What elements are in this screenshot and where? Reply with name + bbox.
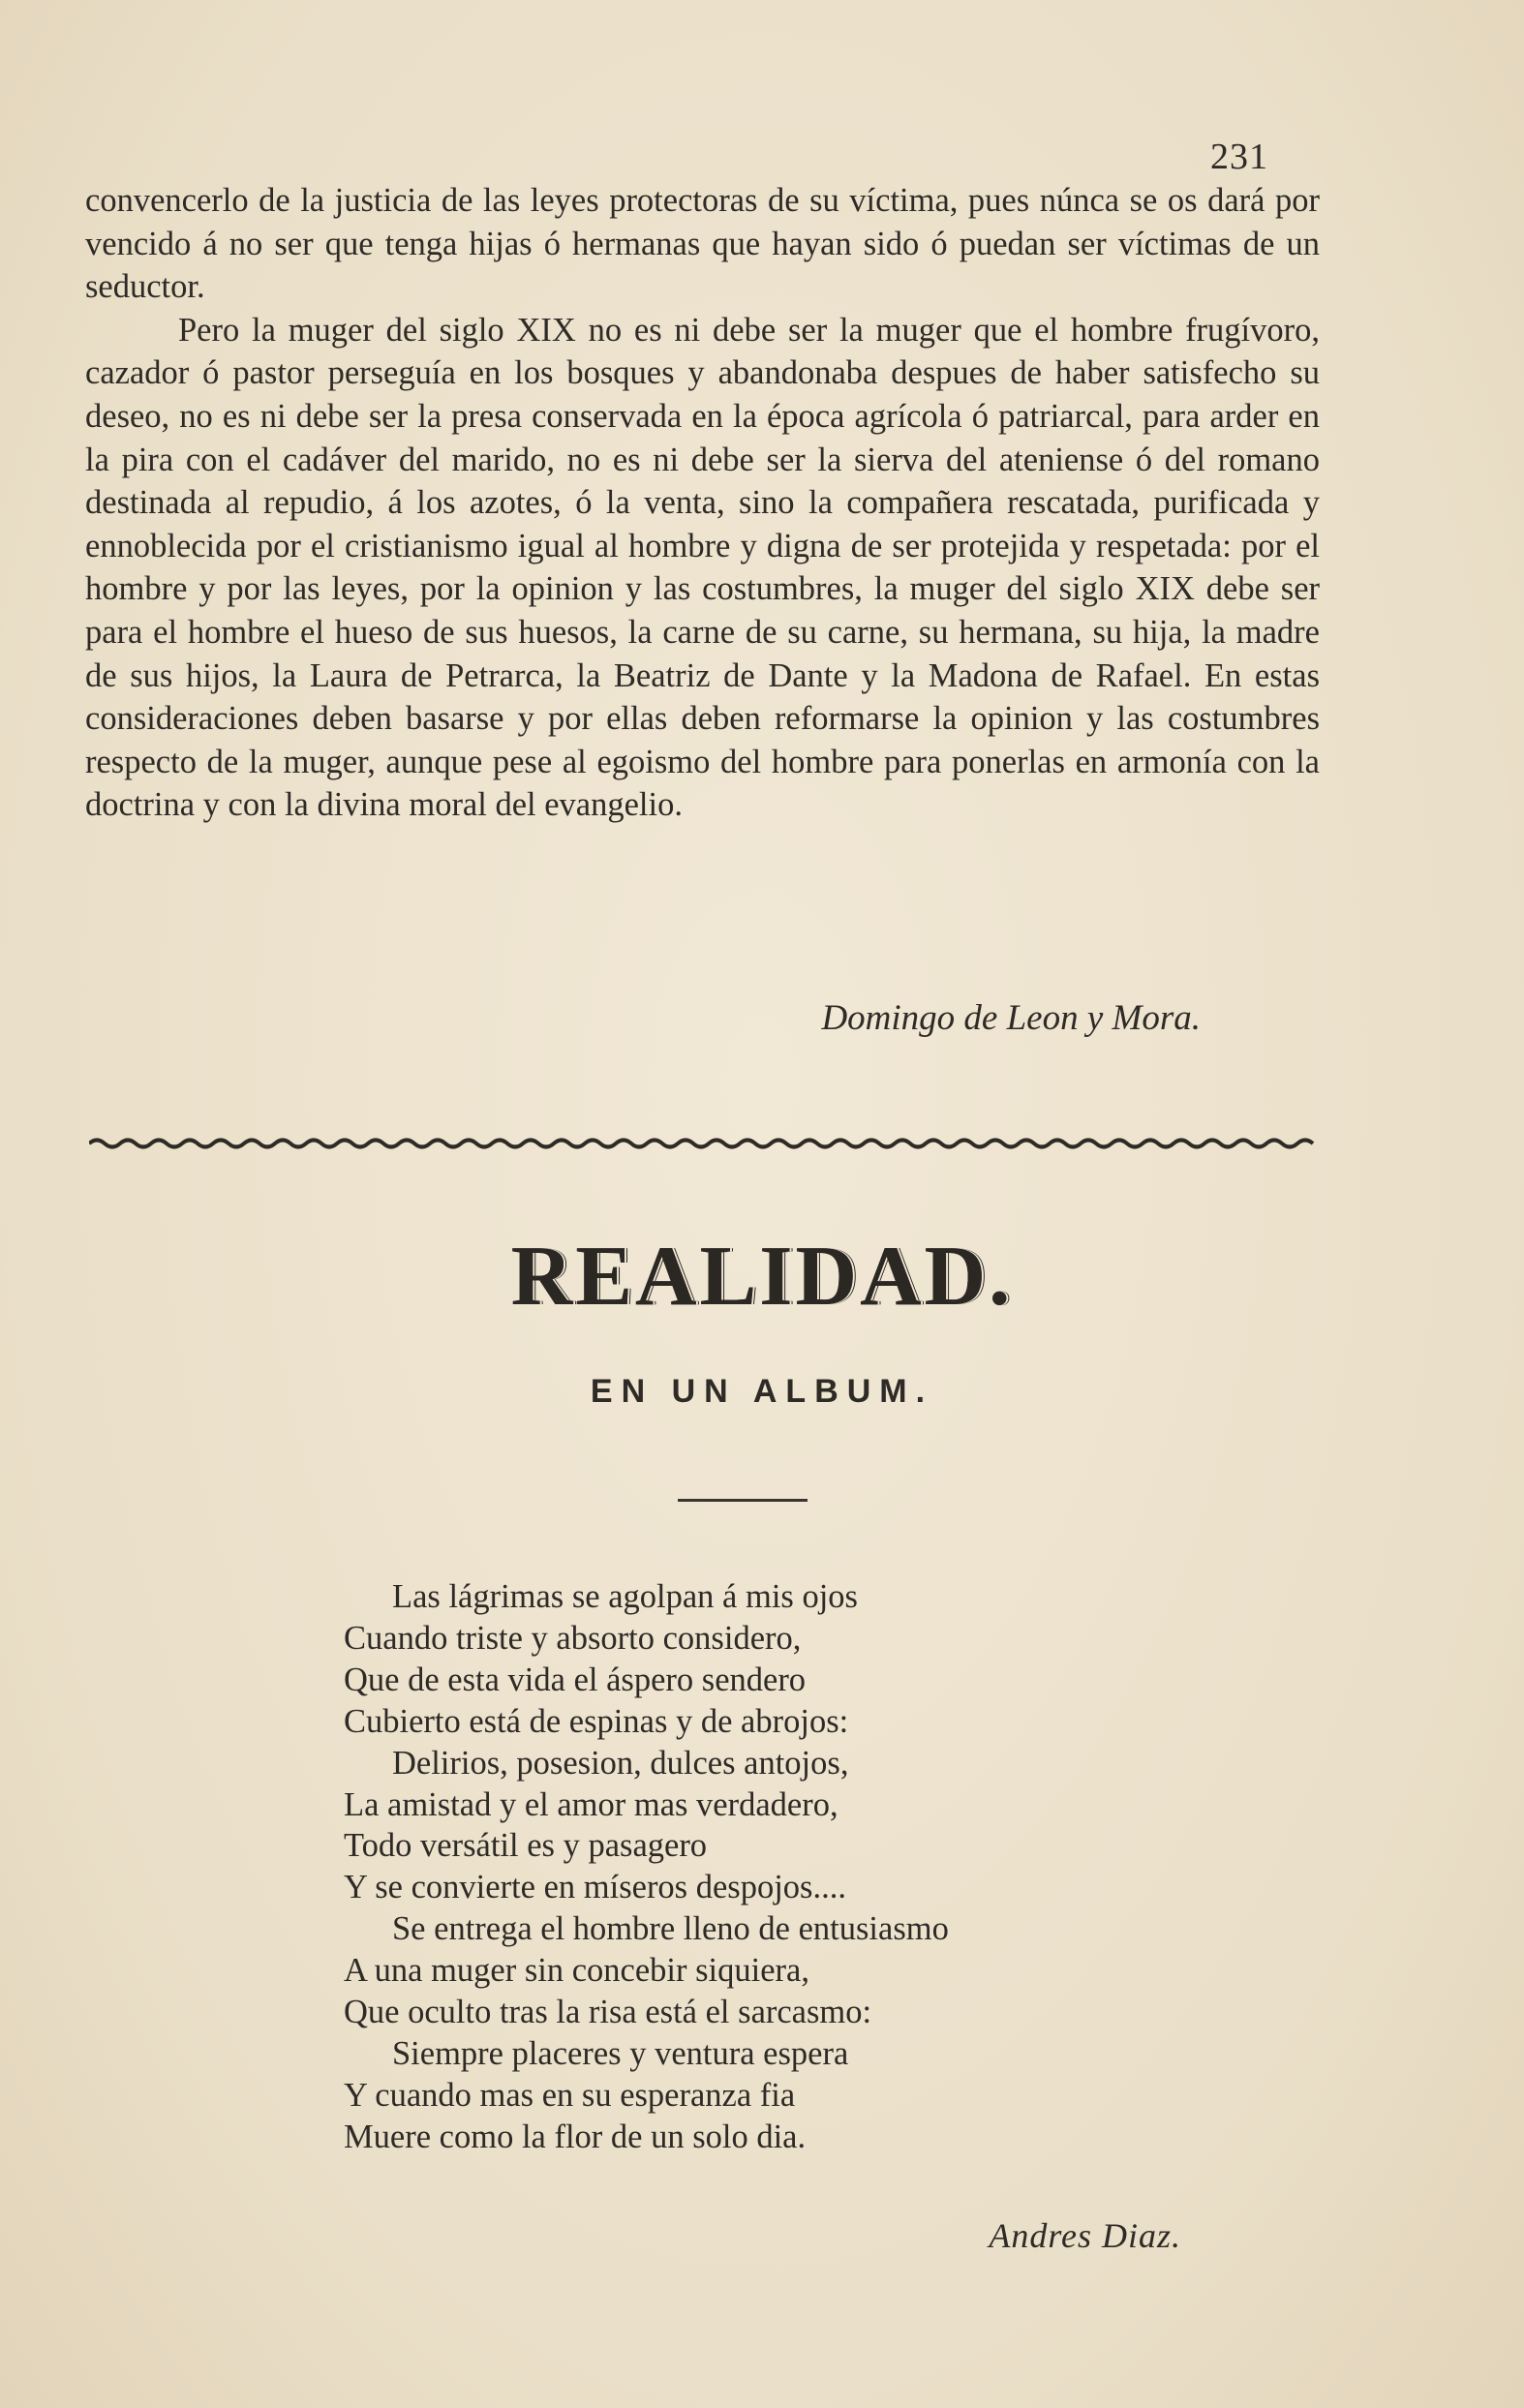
poem-verse: Todo versátil es y pasagero [344,1827,708,1865]
poem-verse: Cuando triste y absorto considero, [344,1619,802,1657]
poem-signature: Andres Diaz. [989,2216,1181,2255]
poem-body [344,1576,1264,2158]
essay-signature: Domingo de Leon y Mora. [821,998,1201,1038]
poem-subtitle: EN UN ALBUM. [590,1373,934,1410]
poem-verse: Las lágrimas se agolpan á mis ojos [392,1578,858,1615]
wavy-divider [89,1135,1317,1152]
poem-verse: A una muger sin concebir siquiera, [344,1952,809,1990]
poem-verse: Muere como la flor de un solo dia. [344,2118,807,2155]
poem-verse: La amistad y el amor mas verdadero, [344,1785,838,1823]
page-number: 231 [1210,137,1268,177]
poem-verse: Delirios, posesion, dulces antojos, [392,1744,849,1782]
poem-verse: Que de esta vida el áspero sendero [344,1661,807,1698]
essay-paragraph: Pero la muger del siglo XIX no es ni debe ser la muger que el hombre frugívoro, cazador ó pastor perseguía en los bosques y abandonaba despues de haber satisfecho su deseo, no es ni debe ser la presa conservada en la época agrícola ó patriarcal, para arder en la pira con el cadáver del marido, no es ni debe ser la sierva del ateniense ó del romano destinada al repudio, á los azotes, ó la venta, sino la compañera rescatada, purificada y ennoblecida por el cristianismo igual al hombre y digna de ser protejida y respetada: por el hombre y por las leyes, por la opinion y las costumbres, la muger del siglo XIX debe ser para el hombre el hueso de sus huesos, la carne de su carne, su hermana, su hija, la madre de sus hijos, la Laura de Petrarca, la Beatriz de Dante y la Madona de Rafael. En estas consideraciones deben basarse y por ellas deben reformarse la opinion y las costumbres respecto de la muger, aunque pese al egoismo del hombre para ponerlas en armonía con la doctrina y con la divina moral del evangelio. [85,311,1320,824]
poem-verse: Cubierto está de espinas y de abrojos: [344,1702,849,1740]
poem-verse: Se entrega el hombre lleno de entusiasmo [392,1910,949,1948]
poem-title: REALIDAD. [510,1230,1014,1324]
poem-verse: Y se convierte en míseros despojos.... [344,1869,846,1906]
poem-verse: Que oculto tras la risa está el sarcasmo: [344,1994,872,2031]
title-rule [678,1499,808,1502]
essay-paragraph: convencerlo de la justicia de las leyes protectoras de su víctima, pues núnca se os dará por vencido á no ser que tenga hijas ó hermanas que hayan sido ó puedan ser víctimas de un seductor. [85,182,1320,306]
poem-verse: Siempre placeres y ventura espera [392,2034,849,2072]
essay-text [85,179,1320,827]
poem-verse: Y cuando mas en su esperanza fia [344,2076,796,2114]
